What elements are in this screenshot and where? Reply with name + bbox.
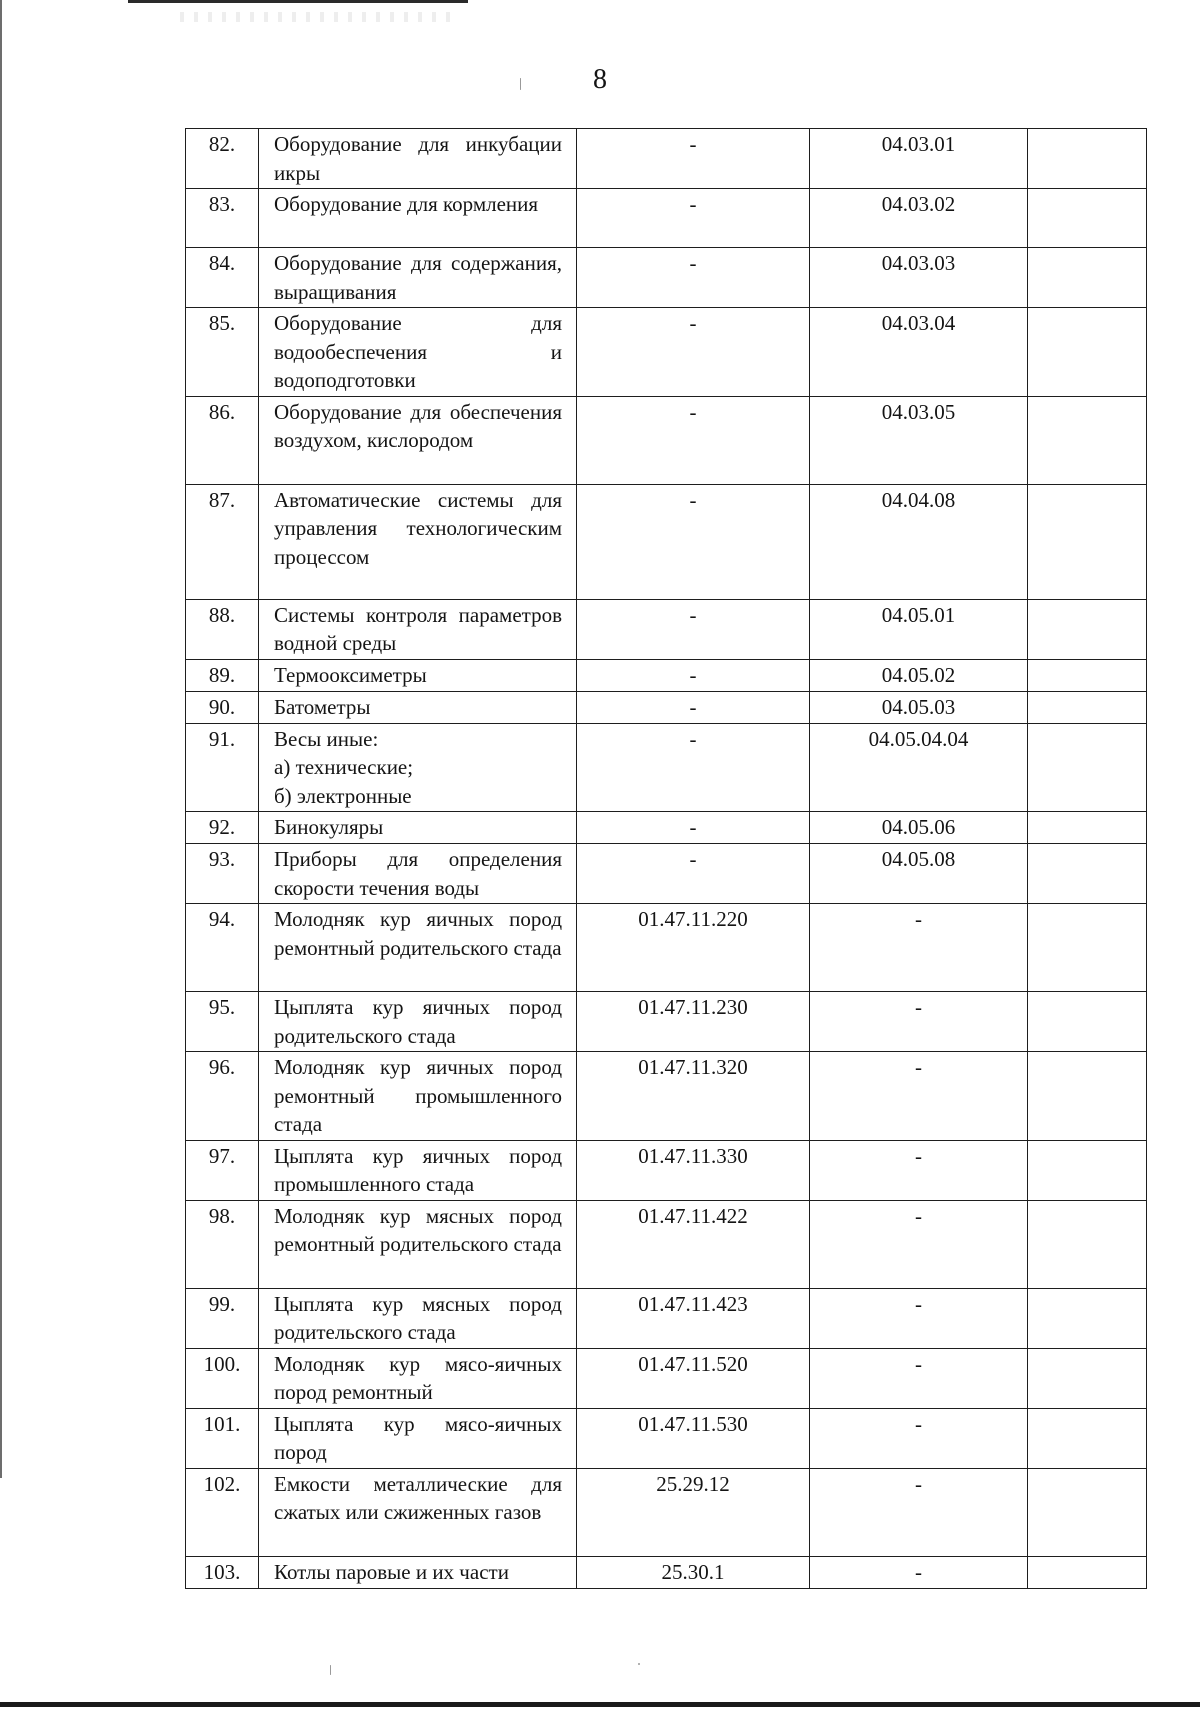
okpd-code-cell: -	[577, 308, 810, 397]
okpd-code-cell: -	[577, 599, 810, 659]
table-row	[186, 1140, 1147, 1200]
item-name-cell: Весы иные: а) технические; б) электронные	[259, 723, 577, 812]
okpd-code-cell: 01.47.11.520	[577, 1348, 810, 1408]
okof-code-cell: -	[810, 992, 1028, 1052]
okof-code-cell: 04.05.02	[810, 659, 1028, 691]
okpd-code-cell: 01.47.11.423	[577, 1288, 810, 1348]
notes-cell	[1028, 1052, 1147, 1141]
okof-code-cell: 04.04.08	[810, 484, 1028, 599]
item-name-cell: Термооксиметры	[259, 659, 577, 691]
notes-cell	[1028, 1140, 1147, 1200]
okof-code-cell: 04.05.06	[810, 812, 1028, 844]
top-edge-rule	[128, 0, 468, 3]
scan-speck	[520, 78, 521, 90]
table-row	[186, 189, 1147, 248]
table-row	[186, 723, 1147, 812]
okpd-code-cell: 01.47.11.422	[577, 1200, 810, 1288]
row-number-cell: 97.	[186, 1140, 259, 1200]
okpd-code-cell: -	[577, 248, 810, 308]
notes-cell	[1028, 812, 1147, 844]
table-row	[186, 691, 1147, 723]
notes-cell	[1028, 396, 1147, 484]
okpd-code-cell: 01.47.11.530	[577, 1408, 810, 1468]
okof-code-cell: 04.03.05	[810, 396, 1028, 484]
okof-code-cell: -	[810, 1052, 1028, 1141]
item-name-cell: Бинокуляры	[259, 812, 577, 844]
okof-code-cell: 04.05.04.04	[810, 723, 1028, 812]
table-row	[186, 1468, 1147, 1556]
notes-cell	[1028, 691, 1147, 723]
table-row	[186, 904, 1147, 992]
okof-code-cell: -	[810, 1468, 1028, 1556]
row-number-cell: 83.	[186, 189, 259, 248]
notes-cell	[1028, 308, 1147, 397]
item-name-cell: Молодняк кур мясных пород ремонтный родительского стада	[259, 1200, 577, 1288]
okof-code-cell: -	[810, 904, 1028, 992]
notes-cell	[1028, 659, 1147, 691]
okpd-code-cell: -	[577, 812, 810, 844]
row-number-cell: 96.	[186, 1052, 259, 1141]
table-row	[186, 129, 1147, 189]
notes-cell	[1028, 723, 1147, 812]
item-name-cell: Оборудование для инкубации икры	[259, 129, 577, 189]
row-number-cell: 84.	[186, 248, 259, 308]
row-number-cell: 86.	[186, 396, 259, 484]
okpd-code-cell: 01.47.11.320	[577, 1052, 810, 1141]
notes-cell	[1028, 248, 1147, 308]
item-name-cell: Молодняк кур яичных пород ремонтный промышленного стада	[259, 1052, 577, 1141]
table-row	[186, 599, 1147, 659]
row-number-cell: 85.	[186, 308, 259, 397]
item-name-cell: Оборудование для обеспечения воздухом, кислородом	[259, 396, 577, 484]
notes-cell	[1028, 1348, 1147, 1408]
row-number-cell: 94.	[186, 904, 259, 992]
item-name-cell: Емкости металлические для сжатых или сжиженных газов	[259, 1468, 577, 1556]
table-row	[186, 396, 1147, 484]
row-number-cell: 90.	[186, 691, 259, 723]
table-row	[186, 1052, 1147, 1141]
table-row	[186, 1288, 1147, 1348]
okpd-code-cell: -	[577, 659, 810, 691]
okpd-code-cell: -	[577, 189, 810, 248]
row-number-cell: 100.	[186, 1348, 259, 1408]
okpd-code-cell: -	[577, 691, 810, 723]
item-name-cell: Системы контроля параметров водной среды	[259, 599, 577, 659]
notes-cell	[1028, 1200, 1147, 1288]
notes-cell	[1028, 1288, 1147, 1348]
row-number-cell: 103.	[186, 1556, 259, 1588]
left-edge-rule	[0, 0, 2, 1478]
okpd-code-cell: 25.30.1	[577, 1556, 810, 1588]
notes-cell	[1028, 844, 1147, 904]
row-number-cell: 99.	[186, 1288, 259, 1348]
table-body	[186, 129, 1147, 1589]
okof-code-cell: -	[810, 1140, 1028, 1200]
item-name-cell: Цыплята кур мясо-яичных пород	[259, 1408, 577, 1468]
okpd-code-cell: 01.47.11.220	[577, 904, 810, 992]
equipment-table	[185, 128, 1147, 1589]
okpd-code-cell: 01.47.11.230	[577, 992, 810, 1052]
okof-code-cell: 04.05.03	[810, 691, 1028, 723]
okof-code-cell: 04.03.02	[810, 189, 1028, 248]
table-row	[186, 484, 1147, 599]
okof-code-cell: 04.05.01	[810, 599, 1028, 659]
row-number-cell: 93.	[186, 844, 259, 904]
notes-cell	[1028, 189, 1147, 248]
table-row	[186, 992, 1147, 1052]
page-number: 8	[593, 64, 607, 95]
okof-code-cell: -	[810, 1408, 1028, 1468]
notes-cell	[1028, 992, 1147, 1052]
okof-code-cell: -	[810, 1200, 1028, 1288]
notes-cell	[1028, 1468, 1147, 1556]
notes-cell	[1028, 1408, 1147, 1468]
item-name-cell: Котлы паровые и их части	[259, 1556, 577, 1588]
table-row	[186, 308, 1147, 397]
table-row	[186, 844, 1147, 904]
notes-cell	[1028, 484, 1147, 599]
item-name-cell: Автоматические системы для управления технологическим процессом	[259, 484, 577, 599]
okpd-code-cell: -	[577, 396, 810, 484]
row-number-cell: 88.	[186, 599, 259, 659]
row-number-cell: 95.	[186, 992, 259, 1052]
item-name-cell: Цыплята кур яичных пород родительского стада	[259, 992, 577, 1052]
scan-speck	[330, 1665, 331, 1675]
item-name-cell: Оборудование для кормления	[259, 189, 577, 248]
notes-cell	[1028, 599, 1147, 659]
okpd-code-cell: -	[577, 844, 810, 904]
item-name-cell: Молодняк кур мясо-яичных пород ремонтный	[259, 1348, 577, 1408]
item-name-cell: Оборудование для водообеспечения и водоподготовки	[259, 308, 577, 397]
okof-code-cell: -	[810, 1556, 1028, 1588]
scan-smudge	[180, 12, 450, 22]
row-number-cell: 89.	[186, 659, 259, 691]
row-number-cell: 98.	[186, 1200, 259, 1288]
bottom-edge-rule	[0, 1702, 1200, 1707]
okof-code-cell: 04.03.03	[810, 248, 1028, 308]
table-row	[186, 1200, 1147, 1288]
row-number-cell: 101.	[186, 1408, 259, 1468]
okof-code-cell: 04.03.01	[810, 129, 1028, 189]
row-number-cell: 102.	[186, 1468, 259, 1556]
table-row	[186, 248, 1147, 308]
notes-cell	[1028, 129, 1147, 189]
okof-code-cell: -	[810, 1288, 1028, 1348]
okpd-code-cell: 01.47.11.330	[577, 1140, 810, 1200]
row-number-cell: 82.	[186, 129, 259, 189]
row-number-cell: 92.	[186, 812, 259, 844]
okpd-code-cell: -	[577, 129, 810, 189]
okpd-code-cell: 25.29.12	[577, 1468, 810, 1556]
table-row	[186, 812, 1147, 844]
okof-code-cell: -	[810, 1348, 1028, 1408]
notes-cell	[1028, 904, 1147, 992]
row-number-cell: 91.	[186, 723, 259, 812]
item-name-cell: Цыплята кур яичных пород промышленного стада	[259, 1140, 577, 1200]
table-row	[186, 1348, 1147, 1408]
okpd-code-cell: -	[577, 723, 810, 812]
row-number-cell: 87.	[186, 484, 259, 599]
item-name-cell: Приборы для определения скорости течения воды	[259, 844, 577, 904]
table-row	[186, 1408, 1147, 1468]
okof-code-cell: 04.03.04	[810, 308, 1028, 397]
notes-cell	[1028, 1556, 1147, 1588]
okof-code-cell: 04.05.08	[810, 844, 1028, 904]
item-name-cell: Батометры	[259, 691, 577, 723]
item-name-cell: Оборудование для содержания, выращивания	[259, 248, 577, 308]
item-name-cell: Цыплята кур мясных пород родительского стада	[259, 1288, 577, 1348]
scan-speck	[638, 1663, 640, 1665]
item-name-cell: Молодняк кур яичных пород ремонтный родительского стада	[259, 904, 577, 992]
table-row	[186, 1556, 1147, 1588]
table-row	[186, 659, 1147, 691]
okpd-code-cell: -	[577, 484, 810, 599]
